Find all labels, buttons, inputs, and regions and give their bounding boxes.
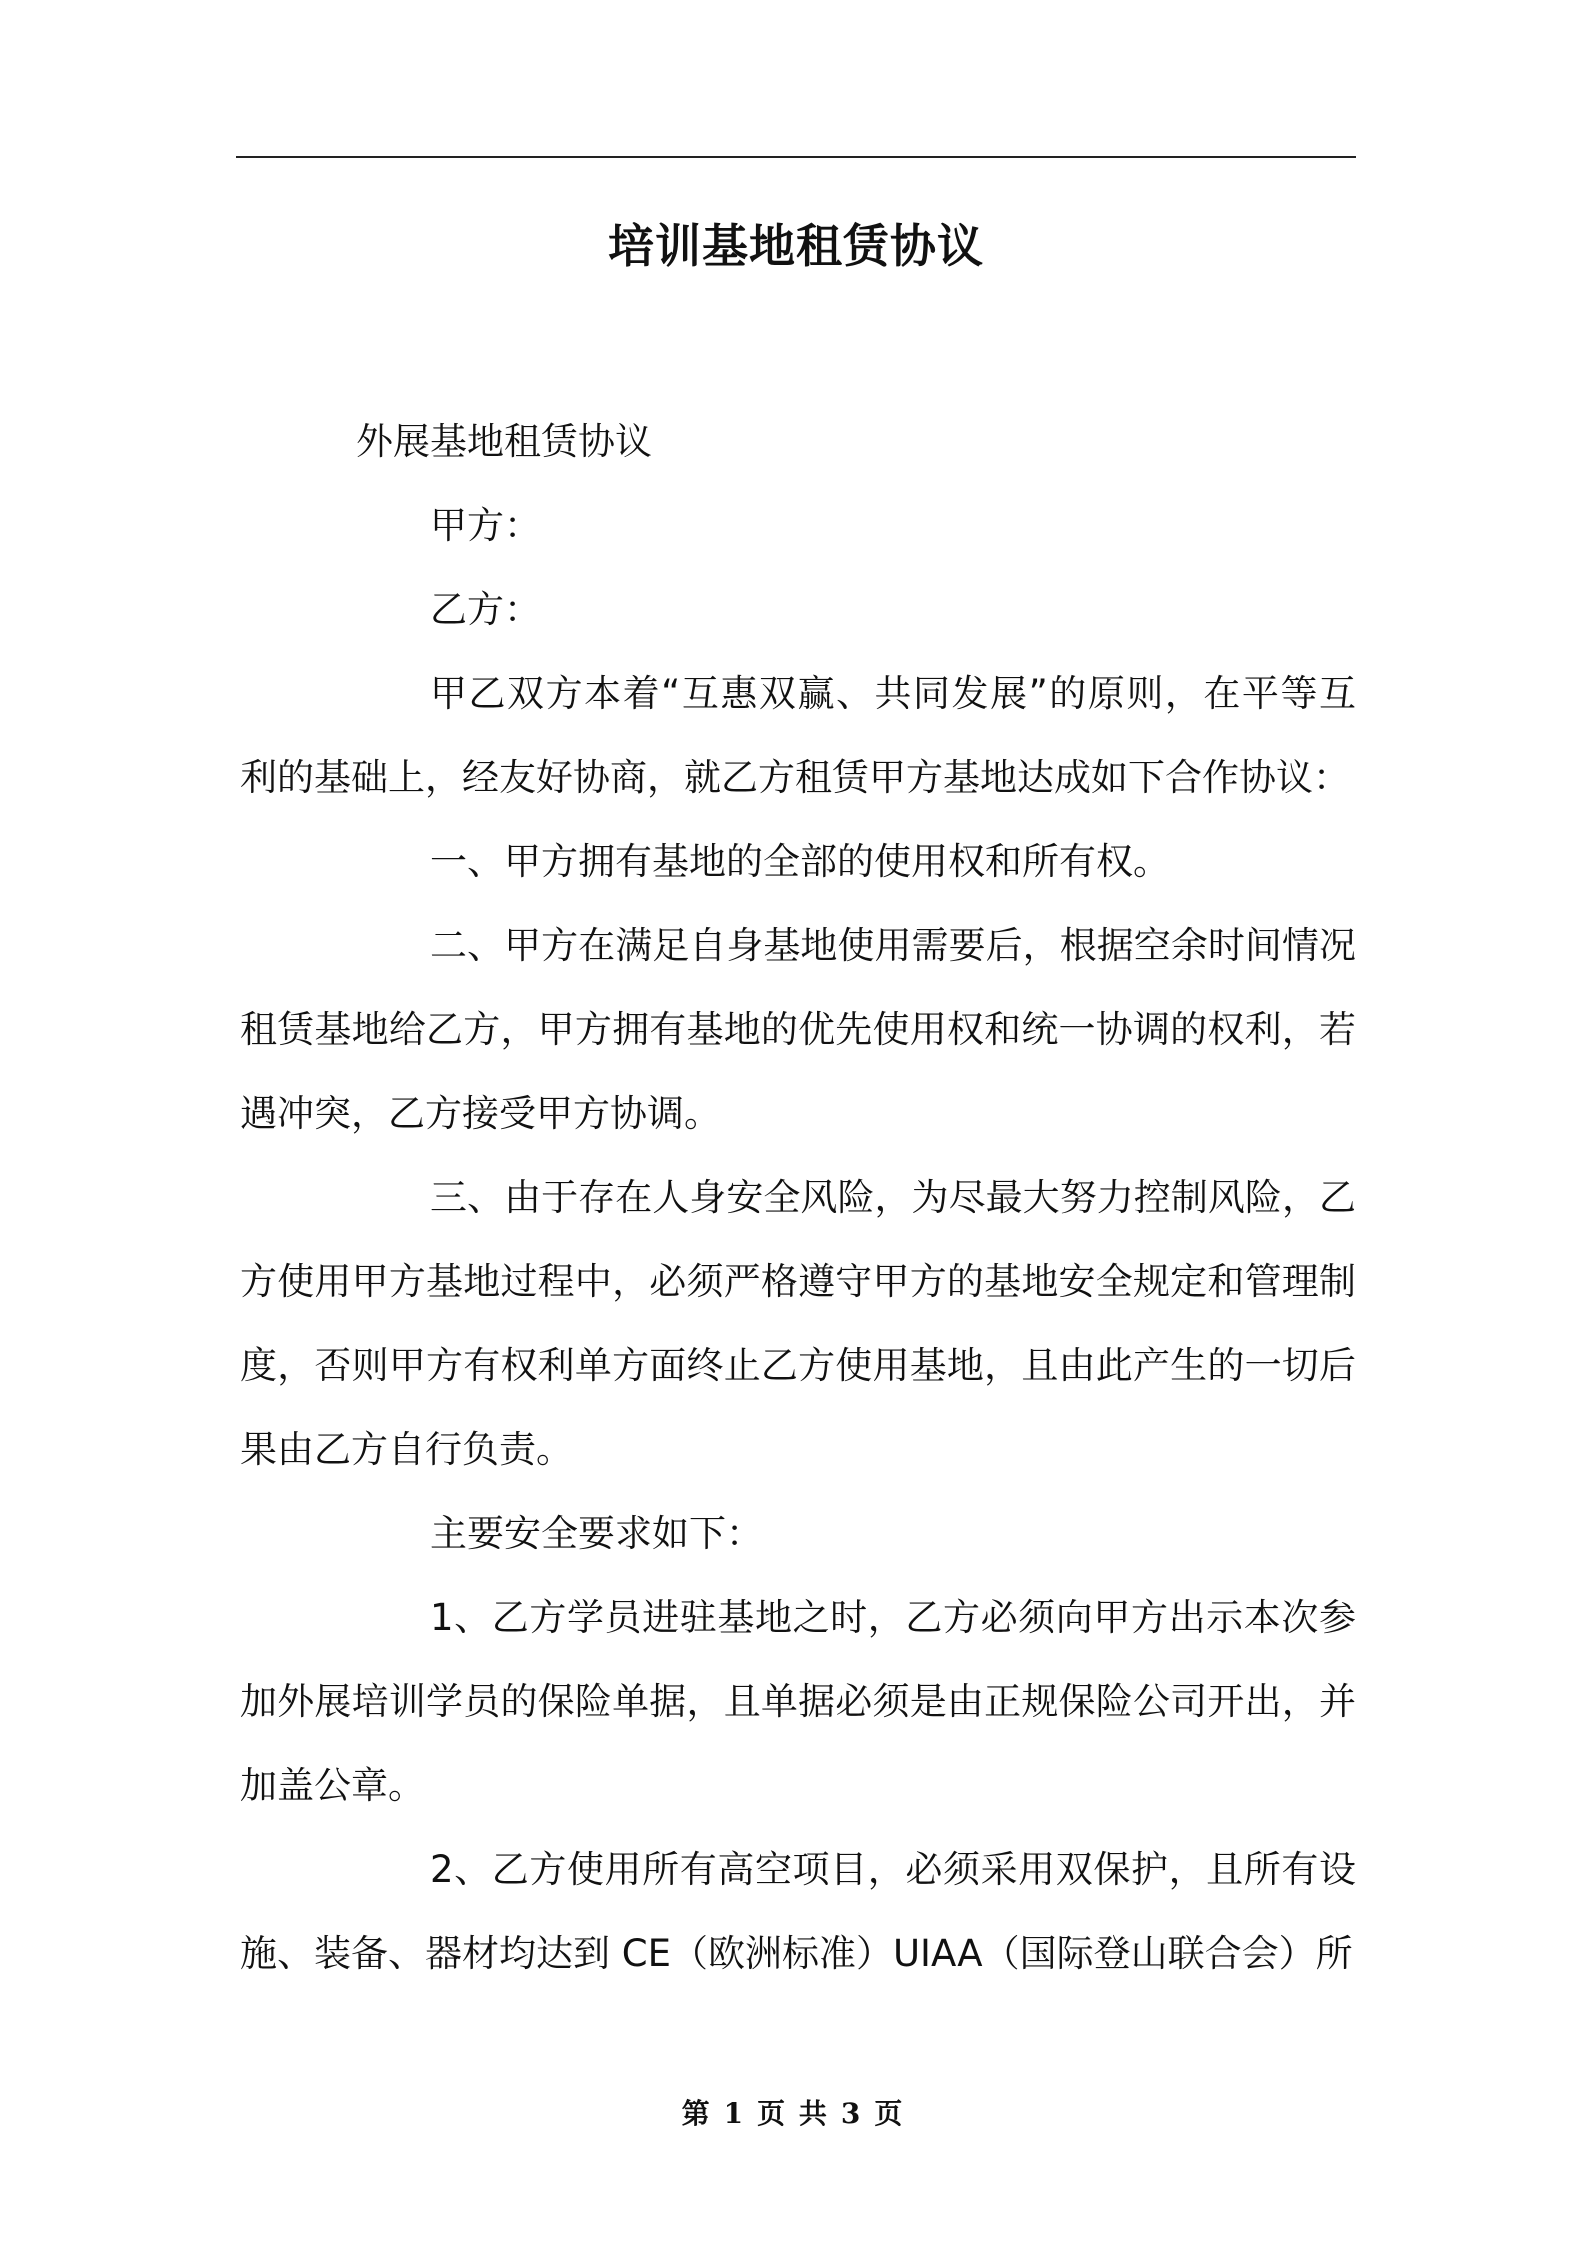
document-subtitle: 外展基地租赁协议 bbox=[356, 420, 652, 463]
clause-2-paragraph: 二、甲方在满足自身基地使用需要后，根据空余时间情况租赁基地给乙方，甲方拥有基地的优先使用权和统一协调的权利，若遇冲突，乙方接受甲方协调。 bbox=[240, 924, 1356, 1135]
header-rule bbox=[236, 156, 1356, 158]
footer-suffix: 页 bbox=[874, 2097, 905, 2130]
party-b-line: 乙方： bbox=[430, 588, 541, 631]
footer-total-pages: 3 bbox=[840, 2097, 863, 2130]
party-a-line: 甲方： bbox=[430, 504, 541, 547]
document-body bbox=[240, 400, 1356, 1996]
footer-prefix: 第 bbox=[681, 2097, 712, 2130]
safety-requirements-heading: 主要安全要求如下： bbox=[430, 1512, 763, 1555]
safety-item-2-paragraph: 2、乙方使用所有高空项目，必须采用双保护，且所有设施、装备、器材均达到 CE（欧洲标准）UIAA（国际登山联合会）所 bbox=[240, 1848, 1356, 1975]
footer-page-number: 1 bbox=[723, 2097, 746, 2130]
document-title: 培训基地租赁协议 bbox=[608, 219, 984, 273]
clause-3-paragraph: 三、由于存在人身安全风险，为尽最大努力控制风险，乙方使用甲方基地过程中，必须严格遵守甲方的基地安全规定和管理制度，否则甲方有权利单方面终止乙方使用基地，且由此产生的一切后果由乙方自行负责。 bbox=[240, 1176, 1356, 1471]
preamble-paragraph: 甲乙双方本着“互惠双赢、共同发展”的原则，在平等互利的基础上，经友好协商，就乙方租赁甲方基地达成如下合作协议： bbox=[240, 672, 1356, 799]
clause-1-paragraph: 一、甲方拥有基地的全部的使用权和所有权。 bbox=[430, 840, 1170, 883]
page-footer bbox=[0, 2092, 1586, 2132]
footer-middle: 页 共 bbox=[757, 2097, 829, 2130]
safety-item-1-paragraph: 1、乙方学员进驻基地之时，乙方必须向甲方出示本次参加外展培训学员的保险单据，且单据必须是由正规保险公司开出，并加盖公章。 bbox=[240, 1596, 1356, 1807]
